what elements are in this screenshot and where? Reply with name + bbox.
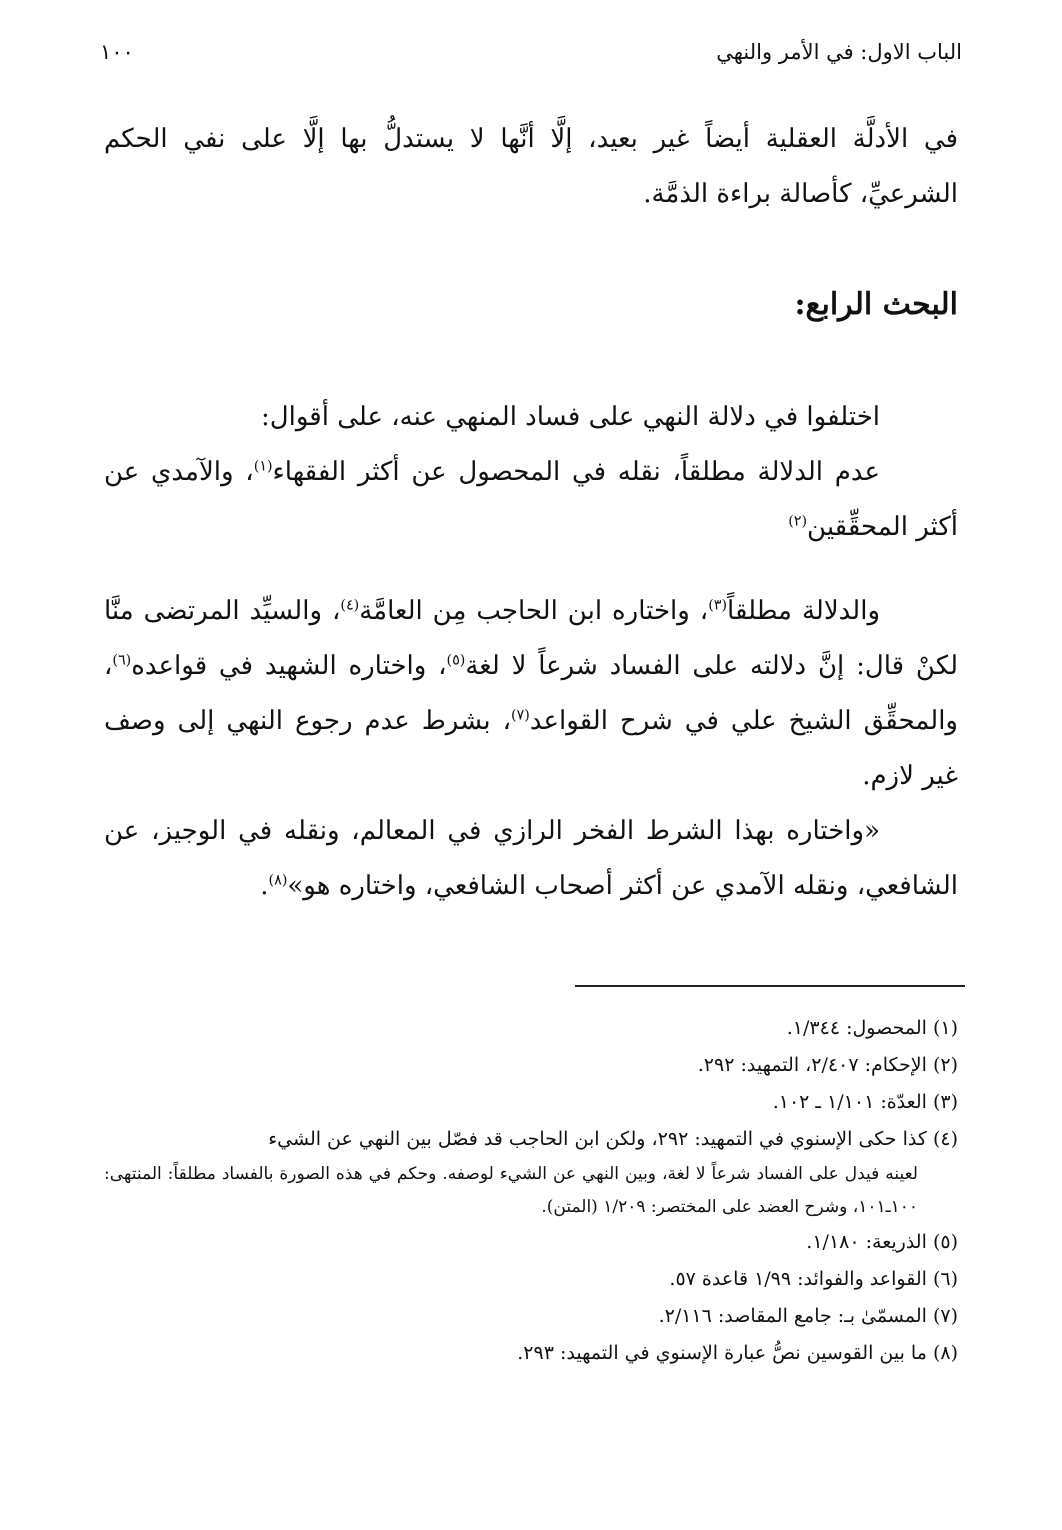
footnote-1 (104, 1010, 958, 1047)
second-view-paragraph (104, 584, 958, 804)
footnote-text: كذا حكى الإسنوي في التمهيد: ٢٩٢، ولكن ابن الحاجب قد فصّل بين النهي عن الشيء (268, 1128, 927, 1150)
chapter-title: الباب الاول: في الأمر والنهي (716, 40, 962, 64)
second-view-block (104, 584, 958, 914)
quote-text: «واختاره بهذا الشرط الفخر الرازي في المعالم، ونقله في الوجيز، عن الشافعي، ونقله الآمدي عن أكثر أصحاب الشافعي، واختاره هو» (104, 816, 958, 901)
second-view-text-4: ، واختاره الشهيد في قواعده (131, 651, 447, 681)
second-view-text-1: والدلالة مطلقاً (727, 596, 880, 626)
footnote-2 (104, 1047, 958, 1084)
footnote-number: (٦) (932, 1268, 958, 1290)
footnote-text: الذريعة: ١/١٨٠. (806, 1231, 927, 1253)
footnote-number: (٢) (932, 1054, 958, 1076)
footnote-ref-4[interactable]: (٤) (340, 597, 360, 614)
footnote-continuation: لعينه فيدل على الفساد شرعاً لا لغة، وبين النهي عن الشيء لوصفه. وحكم في هذه الصورة بالفساد مطلقاً: المنتهى: ١٠٠ـ١٠١، وشرح العضد على المختصر: ١/٢٠٩ (المتن). (104, 1164, 918, 1217)
footnote-text: العدّة: ١/١٠١ ـ ١٠٢. (772, 1091, 927, 1113)
footnote-text: ما بين القوسين نصُّ عبارة الإسنوي في التمهيد: ٢٩٣. (517, 1342, 927, 1364)
section-heading: البحث الرابع: (794, 287, 958, 322)
footnote-text: المحصول: ١/٣٤٤. (786, 1017, 927, 1039)
first-view-text: عدم الدلالة مطلقاً، نقله في المحصول عن أكثر الفقهاء (272, 457, 881, 487)
first-view-block (104, 390, 958, 555)
second-view-text-3: ، والسيِّد المرتضى منَّا لكنْ قال: إنَّ دلالته على الفساد شرعاً لا لغة (104, 596, 958, 681)
footnote-6 (104, 1261, 958, 1298)
quote-paragraph (104, 804, 958, 914)
second-view-text-2: ، واختاره ابن الحاجب مِن العامَّة (359, 596, 709, 626)
footnote-7 (104, 1298, 958, 1335)
footnote-number: (٧) (932, 1305, 958, 1327)
running-header (100, 40, 962, 80)
second-view-text-5: ، والمحقِّق الشيخ علي في شرح القواعد (104, 651, 958, 736)
footnote-number: (٥) (932, 1231, 958, 1253)
footnote-text: القواعد والفوائد: ١/٩٩ قاعدة ٥٧. (669, 1268, 927, 1290)
footnote-number: (٤) (932, 1128, 958, 1150)
first-view-paragraph (104, 445, 958, 555)
footnote-separator (575, 985, 965, 987)
footnote-ref-6[interactable]: (٦) (112, 652, 132, 669)
footnote-text: المسمّىٰ بـ: جامع المقاصد: ٢/١١٦. (658, 1305, 927, 1327)
intro-paragraph: في الأدلَّة العقلية أيضاً غير بعيد، إلَّا أنَّها لا يستدلُّ بها إلَّا على نفي الحكم الشرعيِّ، كأصالة براءة الذمَّة. (104, 124, 958, 209)
footnote-ref-1[interactable]: (١) (253, 458, 273, 475)
footnote-4 (104, 1121, 958, 1224)
footnote-number: (٨) (932, 1342, 958, 1364)
footnotes (104, 1010, 958, 1372)
quote-end: . (260, 871, 269, 901)
page-number: ١٠٠ (100, 40, 134, 64)
footnote-ref-7[interactable]: (٧) (510, 707, 530, 724)
footnote-8 (104, 1335, 958, 1372)
opening-line: اختلفوا في دلالة النهي على فساد المنهي عنه، على أقوال: (261, 402, 880, 432)
footnote-ref-8[interactable]: (٨) (268, 872, 288, 889)
footnote-number: (٣) (932, 1091, 958, 1113)
footnote-ref-3[interactable]: (٣) (708, 597, 728, 614)
footnote-5 (104, 1224, 958, 1261)
first-view-text-2: ، والآمدي عن أكثر المحقِّقين (104, 457, 958, 542)
footnote-number: (١) (932, 1017, 958, 1039)
footnote-3 (104, 1084, 958, 1121)
footnote-ref-5[interactable]: (٥) (446, 652, 466, 669)
footnote-text: الإحكام: ٢/٤٠٧، التمهيد: ٢٩٢. (697, 1054, 927, 1076)
footnote-ref-2[interactable]: (٢) (788, 513, 808, 530)
second-view-text-6: ، بشرط عدم رجوع النهي إلى وصف غير لازم. (104, 706, 958, 791)
